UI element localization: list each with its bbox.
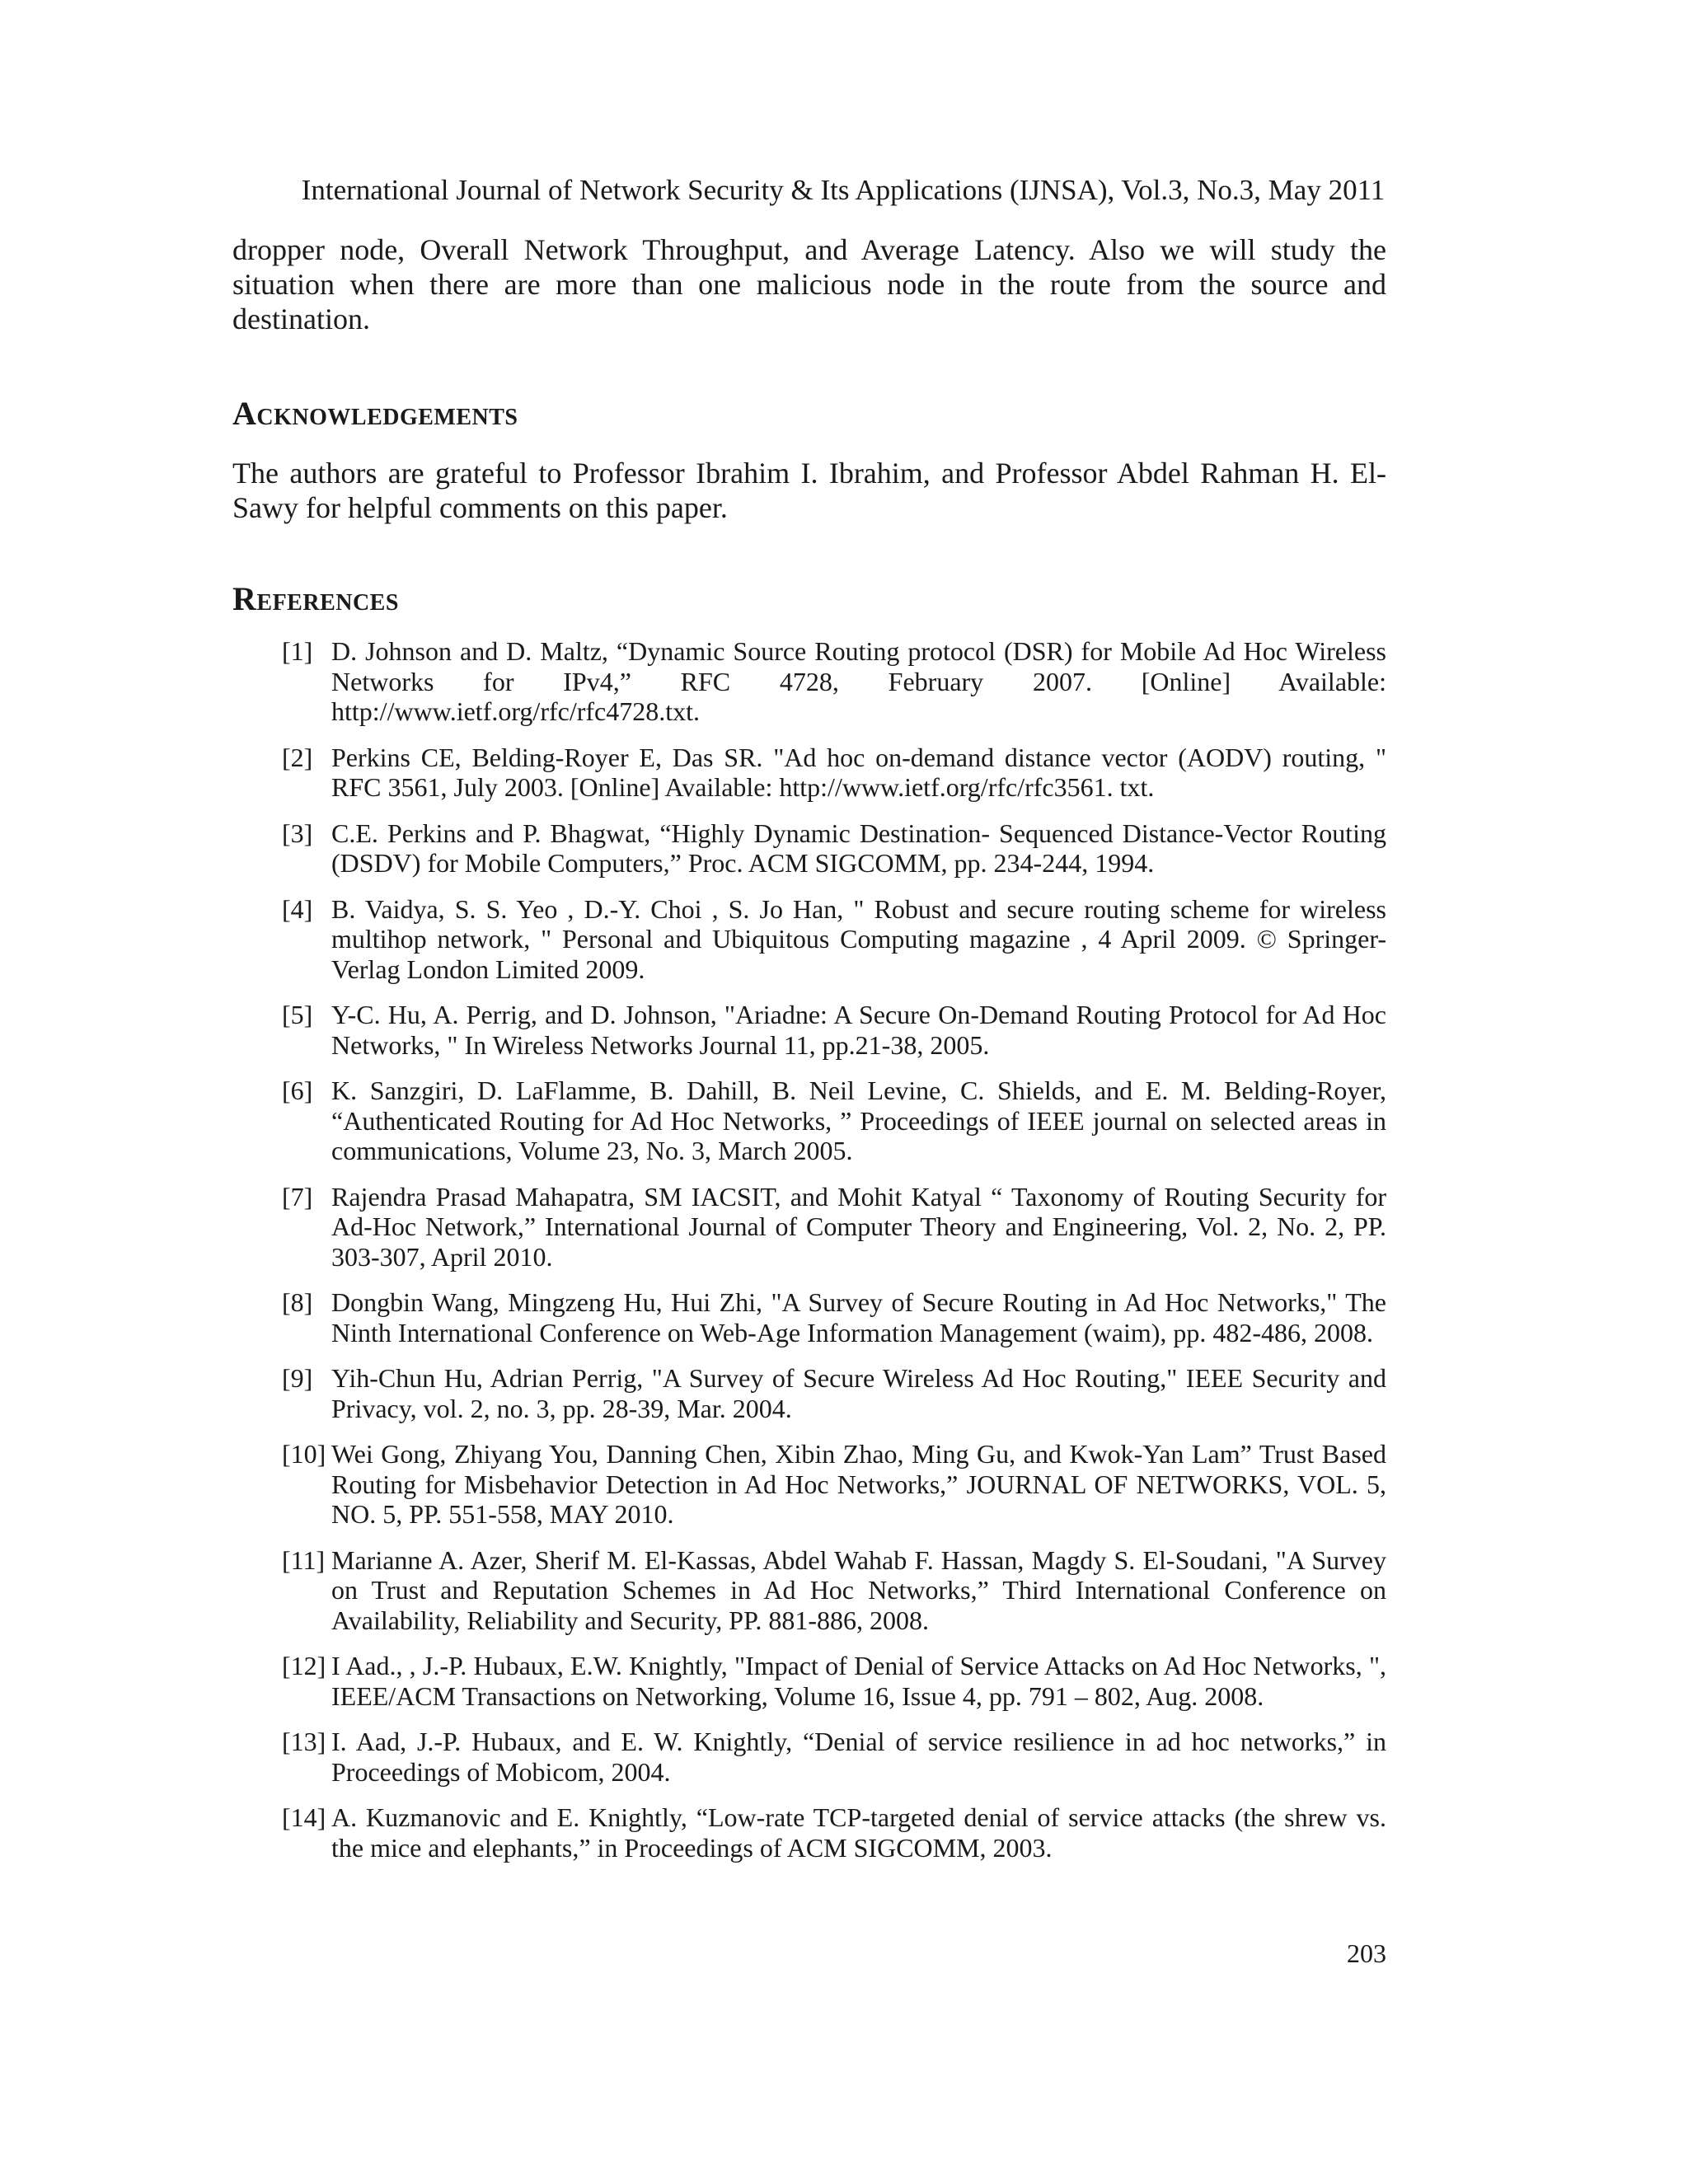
reference-number: [3] (282, 818, 313, 848)
reference-number: [2] (282, 742, 313, 772)
reference-item (232, 1727, 1386, 1787)
reference-text: C.E. Perkins and P. Bhagwat, “Highly Dynamic Destination- Sequenced Distance-Vector Routing (DSDV) for Mobile Computers,” Proc. ACM SIGCOMM, pp. 234-244, 1994. (331, 818, 1386, 878)
reference-text: D. Johnson and D. Maltz, “Dynamic Source Routing protocol (DSR) for Mobile Ad Hoc Wireless Networks for IPv4,” RFC 4728, February 2007. [Online] Available: http://www.ietf.org/rfc/rfc4728.txt. (331, 636, 1386, 726)
reference-item (232, 1802, 1386, 1863)
reference-item (232, 1287, 1386, 1347)
references-list (232, 636, 1386, 1863)
page-content (232, 232, 1386, 1878)
acknowledgements-heading: Acknowledgements (232, 395, 518, 432)
reference-item (232, 1182, 1386, 1272)
reference-item (232, 1363, 1386, 1423)
reference-number: [11] (282, 1544, 326, 1575)
reference-text: B. Vaidya, S. S. Yeo , D.-Y. Choi , S. Jo Han, " Robust and secure routing scheme for wireless multihop network, " Personal and Ubiquitous Computing magazine , 4 April 2009. © Springer-Verlag London Limited 2009. (331, 893, 1386, 984)
running-header: International Journal of Network Security & Its Applications (IJNSA), Vol.3, No.3, May 2011 (301, 174, 1386, 206)
reference-number: [13] (282, 1727, 326, 1756)
reference-text: K. Sanzgiri, D. LaFlamme, B. Dahill, B. Neil Levine, C. Shields, and E. M. Belding-Royer, “Authenticated Routing for Ad Hoc Networks, ” Proceedings of IEEE journal on selected areas in communications, Volume 23, No. 3, March 2005. (331, 1076, 1386, 1165)
reference-item (232, 636, 1386, 727)
reference-item (232, 894, 1386, 985)
reference-item (232, 743, 1386, 803)
reference-number: [1] (282, 636, 313, 666)
reference-number: [14] (282, 1802, 326, 1832)
reference-text: Rajendra Prasad Mahapatra, SM IACSIT, and Mohit Katyal “ Taxonomy of Routing Security for Ad-Hoc Network,” International Journal of Computer Theory and Engineering, Vol. 2, No. 2, PP. 303-307, April 2010. (331, 1181, 1386, 1272)
reference-text: I. Aad, J.-P. Hubaux, and E. W. Knightly, “Denial of service resilience in ad hoc networks,” in Proceedings of Mobicom, 2004. (331, 1727, 1386, 1787)
reference-text: Yih-Chun Hu, Adrian Perrig, "A Survey of Secure Wireless Ad Hoc Routing," IEEE Security and Privacy, vol. 2, no. 3, pp. 28-39, Mar. 2004. (331, 1363, 1386, 1423)
reference-text: Marianne A. Azer, Sherif M. El-Kassas, Abdel Wahab F. Hassan, Magdy S. El-Soudani, "A Survey on Trust and Reputation Schemes in Ad Hoc Networks,” Third International Conference on Availability, Reliability and Security, PP. 881-886, 2008. (331, 1544, 1386, 1635)
reference-item (232, 1076, 1386, 1166)
reference-number: [9] (282, 1363, 313, 1393)
page-number: 203 (1347, 1938, 1386, 1968)
acknowledgements-text: The authors are grateful to Professor Ibrahim I. Ibrahim, and Professor Abdel Rahman H. El-Sawy for helpful comments on this paper. (232, 457, 1386, 524)
reference-number: [12] (282, 1651, 326, 1680)
reference-number: [6] (282, 1076, 313, 1105)
reference-item (232, 1651, 1386, 1711)
reference-text: Perkins CE, Belding-Royer E, Das SR. "Ad hoc on-demand distance vector (AODV) routing, " RFC 3561, July 2003. [Online] Available: http://www.ietf.org/rfc/rfc3561. txt. (331, 742, 1386, 802)
reference-number: [4] (282, 893, 313, 924)
reference-number: [5] (282, 1000, 313, 1029)
reference-item (232, 1545, 1386, 1636)
intro-paragraph: dropper node, Overall Network Throughput, and Average Latency. Also we will study the situation when there are more than one malicious node in the route from the source and destination. (232, 233, 1386, 335)
reference-item (232, 818, 1386, 879)
reference-text: Dongbin Wang, Mingzeng Hu, Hui Zhi, "A Survey of Secure Routing in Ad Hoc Networks," The Ninth International Conference on Web-Age Information Management (waim), pp. 482-486, 2008. (331, 1287, 1386, 1347)
reference-text: A. Kuzmanovic and E. Knightly, “Low-rate TCP-targeted denial of service attacks (the shrew vs. the mice and elephants,” in Proceedings of ACM SIGCOMM, 2003. (331, 1802, 1386, 1863)
reference-item (232, 1000, 1386, 1060)
reference-number: [7] (282, 1181, 313, 1212)
reference-number: [8] (282, 1287, 313, 1317)
reference-text: I Aad., , J.-P. Hubaux, E.W. Knightly, "Impact of Denial of Service Attacks on Ad Hoc Networks, ", IEEE/ACM Transactions on Networking, Volume 16, Issue 4, pp. 791 – 802, Aug. 2008. (331, 1651, 1386, 1711)
reference-number: [10] (282, 1439, 326, 1469)
references-heading: References (232, 580, 399, 617)
reference-item (232, 1439, 1386, 1530)
reference-text: Wei Gong, Zhiyang You, Danning Chen, Xibin Zhao, Ming Gu, and Kwok-Yan Lam” Trust Based Routing for Misbehavior Detection in Ad Hoc Networks,” JOURNAL OF NETWORKS, VOL. 5, NO. 5, PP. 551-558, MAY 2010. (331, 1439, 1386, 1529)
reference-text: Y-C. Hu, A. Perrig, and D. Johnson, "Ariadne: A Secure On-Demand Routing Protocol for Ad Hoc Networks, " In Wireless Networks Journal 11, pp.21-38, 2005. (331, 1000, 1386, 1060)
